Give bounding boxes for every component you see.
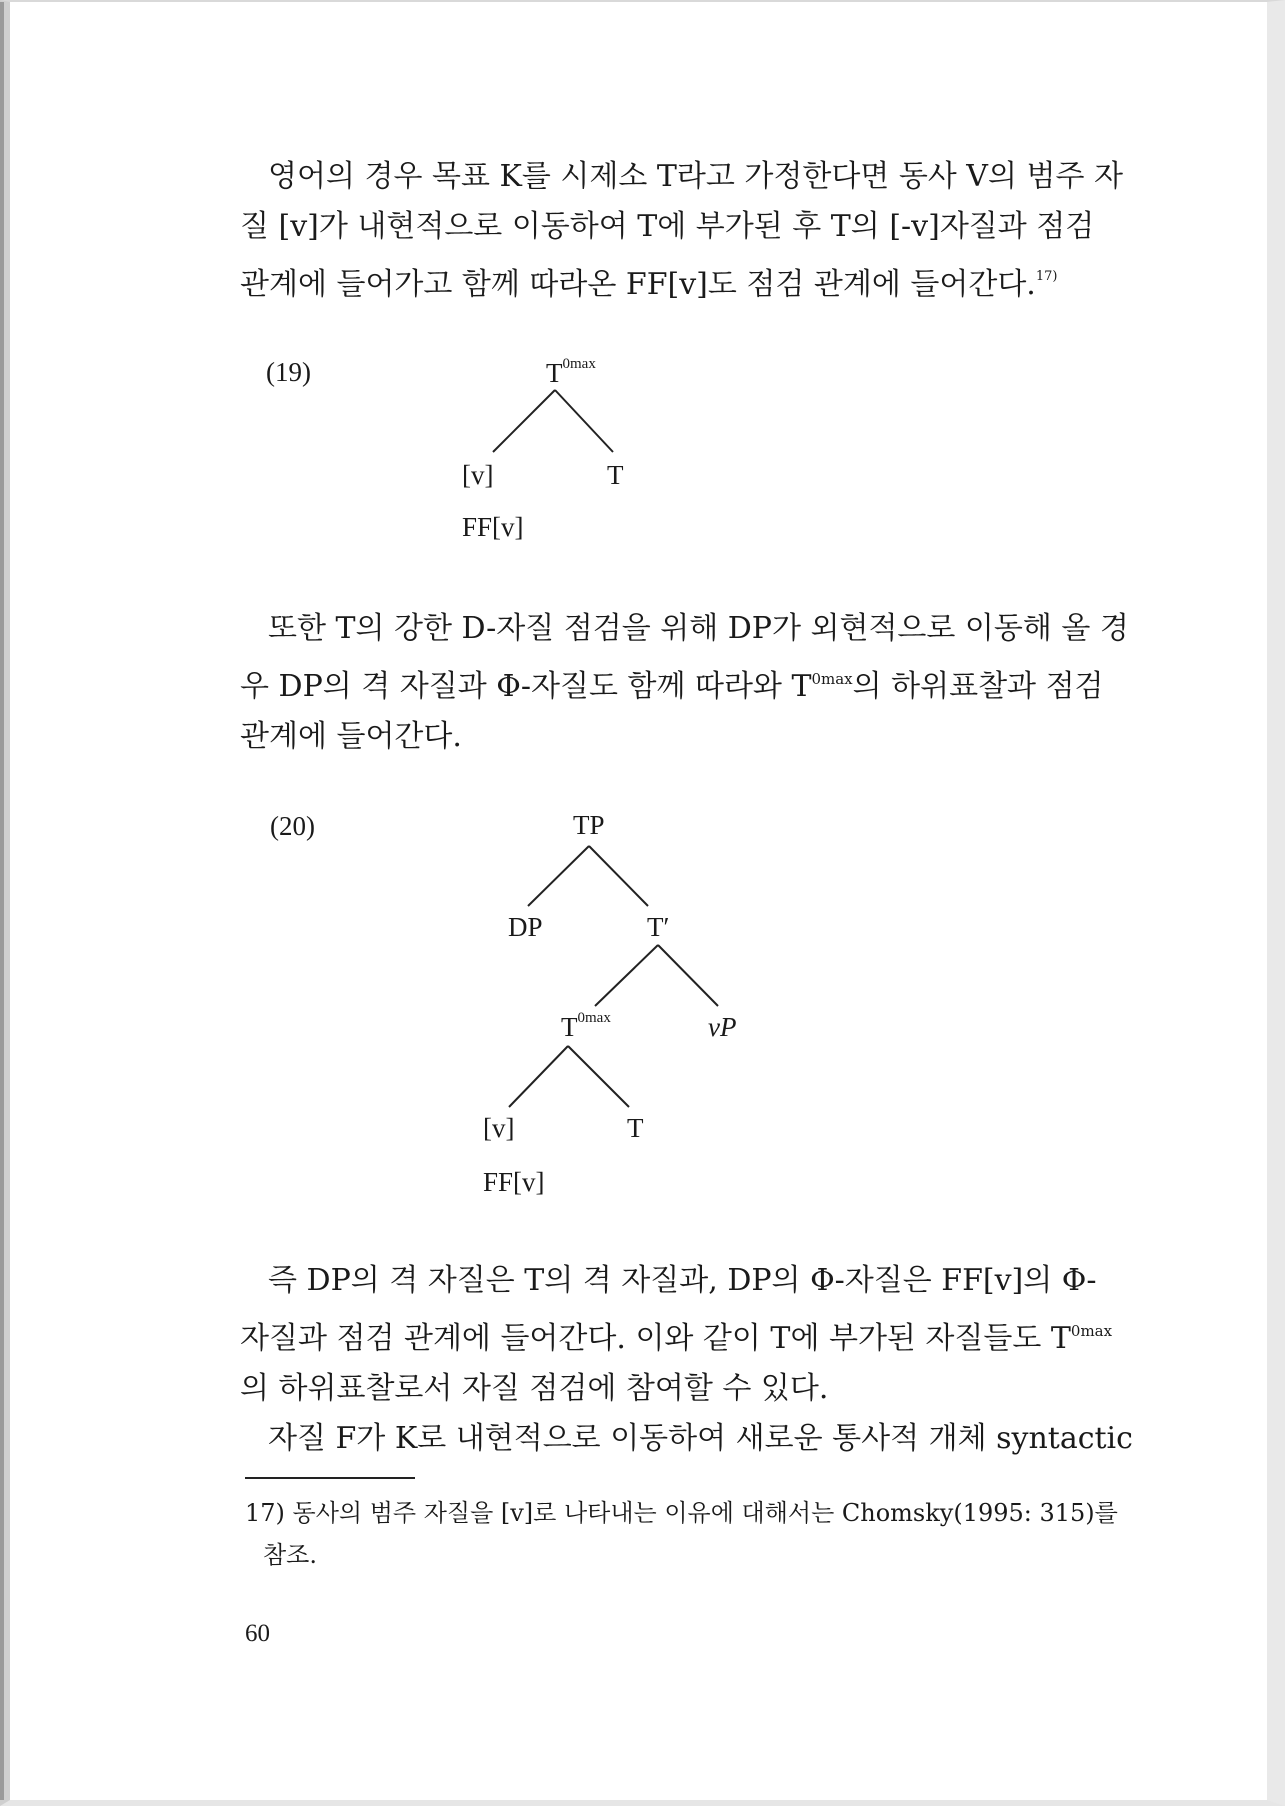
ex20-t-node: T bbox=[627, 1113, 644, 1143]
ex19-ffv-node: FF[v] bbox=[462, 512, 524, 542]
example-19-label: (19) bbox=[266, 357, 311, 387]
paragraph-3-superscript: 0max bbox=[1070, 1322, 1113, 1340]
paragraph-2-line-1: 또한 T의 강한 D-자질 점검을 위해 DP가 외현적으로 이동해 올 경 bbox=[268, 611, 1129, 646]
footnote-divider bbox=[245, 1477, 415, 1479]
ex20-ffv-node: FF[v] bbox=[483, 1167, 545, 1197]
ex20-tbar-node: T′ bbox=[647, 912, 670, 942]
paragraph-2-superscript: 0max bbox=[811, 670, 853, 688]
paragraph-3-line-3: 의 하위표찰로서 자질 점검에 참여할 수 있다. bbox=[240, 1371, 829, 1406]
paragraph-3 bbox=[240, 1256, 1140, 1464]
ex19-branch-right bbox=[555, 390, 613, 452]
ex19-root-superscript: 0max bbox=[562, 356, 596, 372]
paragraph-4-line-1: 자질 F가 K로 내현적으로 이동하여 새로운 통사적 개체 syntactic bbox=[268, 1421, 1133, 1456]
footnote-line-2: 참조. bbox=[263, 1541, 317, 1569]
page-number: 60 bbox=[245, 1620, 270, 1647]
ex20-tbar-right bbox=[658, 945, 718, 1006]
ex19-root-label: T bbox=[546, 358, 563, 388]
ex20-tp-node: TP bbox=[573, 810, 605, 840]
paragraph-3-line-2 bbox=[240, 1306, 1140, 1364]
ex20-tbar-left bbox=[595, 945, 658, 1006]
footnote-ref-17: 17) bbox=[1035, 269, 1058, 284]
paragraph-3-line-1: 즉 DP의 격 자질은 T의 격 자질과, DP의 Φ-자질은 FF[v]의 Φ- bbox=[268, 1263, 1097, 1298]
ex20-tp-right bbox=[589, 846, 648, 906]
paragraph-2-line-3: 관계에 들어간다. bbox=[240, 719, 462, 754]
example-20-label: (20) bbox=[270, 811, 315, 841]
ex20-t0max-node bbox=[561, 1010, 611, 1043]
ex20-dp-node: DP bbox=[508, 912, 543, 942]
paragraph-2-line-2-b: 의 하위표찰과 점검 bbox=[852, 669, 1104, 704]
paragraph-2-line-2-a: 우 DP의 격 자질과 Φ-자질도 함께 따라와 T bbox=[240, 669, 812, 704]
paragraph-1-line-1: 영어의 경우 목표 K를 시제소 T라고 가정한다면 동사 V의 범주 자 bbox=[268, 159, 1123, 194]
ex20-tp-left bbox=[528, 846, 589, 906]
footnote-17 bbox=[245, 1492, 1145, 1576]
ex20-v-node: [v] bbox=[483, 1113, 515, 1143]
ex20-t0-left bbox=[509, 1046, 568, 1107]
paragraph-1-line-3-text: 관계에 들어가고 함께 따라온 FF[v]도 점검 관계에 들어간다. bbox=[240, 267, 1036, 302]
ex20-vp-node: vP bbox=[708, 1012, 737, 1042]
footnote-line-1: 17) 동사의 범주 자질을 [v]로 나타내는 이유에 대해서는 Chomsky(1995: 315)를 bbox=[245, 1499, 1118, 1527]
ex19-branch-left bbox=[493, 390, 555, 452]
ex19-t-node: T bbox=[607, 460, 624, 490]
ex20-t0max-label: T bbox=[561, 1012, 578, 1042]
ex19-v-node: [v] bbox=[462, 460, 494, 490]
paragraph-3-line-2-a: 자질과 점검 관계에 들어간다. 이와 같이 T에 부가된 자질들도 T bbox=[240, 1321, 1071, 1356]
ex20-t0max-superscript: 0max bbox=[577, 1010, 611, 1026]
paragraph-2 bbox=[240, 604, 1140, 762]
paragraph-2-line-2 bbox=[240, 654, 1140, 712]
ex20-t0-right bbox=[568, 1046, 629, 1107]
paragraph-1-line-2: 질 [v]가 내현적으로 이동하여 T에 부가된 후 T의 [-v]자질과 점검 bbox=[240, 209, 1095, 244]
